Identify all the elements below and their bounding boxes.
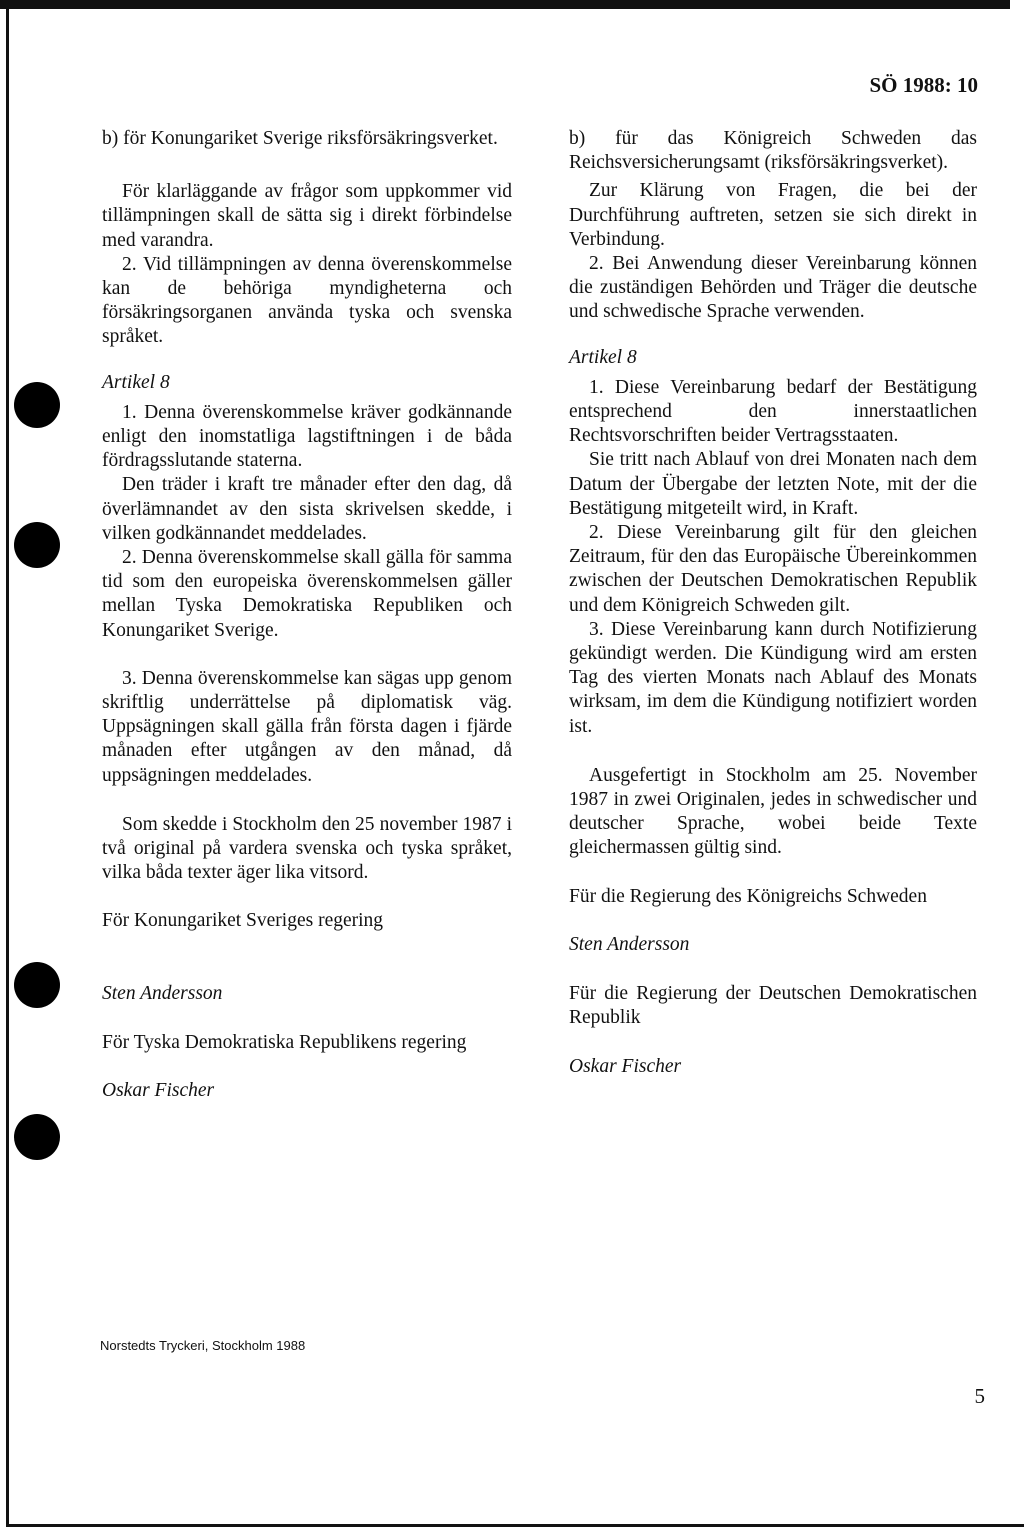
printer-imprint: Norstedts Tryckeri, Stockholm 1988 — [100, 1338, 306, 1353]
article-heading: Artikel 8 — [102, 371, 170, 393]
paragraph-entry-into-force: Den träder i kraft tre månader efter den dag, då överlämnandet av den sista skrivelsen skedde, i vilken godkännandet meddelades. — [102, 474, 512, 544]
signatory-party-2: För Tyska Demokratiska Republikens regering — [102, 1031, 467, 1053]
paragraph-language: 2. Vid tillämpningen av denna överenskommelse kan de behöriga myndigheterna och försäkringsorganen använda tyska och svenska språket. — [102, 253, 512, 348]
paragraph-approval: 1. Diese Vereinbarung bedarf der Bestätigung entsprechend den innerstaatlichen Rechtsvorschriften beider Vertragsstaaten. — [569, 376, 977, 447]
paragraph-duration: 2. Diese Vereinbarung gilt für den gleichen Zeitraum, für den das Europäische Übereinkommen zwischen der Deutschen Demokratischen Republik und dem Königreich Schweden gilt. — [569, 522, 977, 616]
paragraph-done-at: Som skedde i Stockholm den 25 november 1987 i två original på vardera svenska och tyska språket, vilka båda texter äger lika vitsord. — [102, 813, 512, 884]
page-number: 5 — [974, 1384, 985, 1408]
swedish-column — [102, 127, 512, 1103]
scan-border-bottom — [6, 1524, 1024, 1527]
paragraph-approval: 1. Denna överenskommelse kräver godkännande enligt den inomstatliga lagstiftningen i de båda fördragsslutande staterna. — [102, 401, 512, 472]
signature-2: Oskar Fischer — [102, 1080, 215, 1102]
paragraph-entry-into-force: Sie tritt nach Ablauf von drei Monaten nach dem Datum der Übergabe der letzten Note, mit der die Bestätigung mitgeteilt wird, in Kraft. — [569, 449, 977, 519]
paragraph-termination: 3. Diese Vereinbarung kann durch Notifizierung gekündigt werden. Die Kündigung wird am ersten Tag des vierten Monats nach Ablauf des Monats wirksam, im dem die Kündigung notifiziert worden ist. — [569, 618, 977, 737]
paragraph-b-institution: b) för Konungariket Sverige riksförsäkringsverket. — [102, 128, 498, 149]
punch-hole — [14, 962, 60, 1008]
german-column — [569, 127, 977, 1079]
paragraph-termination: 3. Denna överenskommelse kan sägas upp genom skriftlig underrättelse på diplomatisk väg. Uppsägningen skall gälla från första dagen i fjärde månaden efter utgången av den månad, då uppsägningen meddelades. — [102, 667, 512, 786]
article-heading: Artikel 8 — [569, 346, 637, 368]
signatory-party-2: Für die Regierung der Deutschen Demokratischen Republik — [569, 983, 977, 1029]
signatory-party-1: Für die Regierung des Königreichs Schweden — [569, 885, 927, 907]
signature-1: Sten Andersson — [102, 982, 223, 1004]
punch-hole — [14, 1114, 60, 1160]
paragraph-contact: För klarläggande av frågor som uppkommer vid tillämpningen skall de sätta sig i direkt förbindelse med varandra. — [102, 181, 512, 251]
scan-border-left — [6, 6, 9, 1526]
paragraph-language: 2. Bei Anwendung dieser Vereinbarung können die zuständigen Behörden und Träger die deutsche und schwedische Sprache verwenden. — [569, 253, 977, 323]
punch-hole — [14, 522, 60, 568]
signature-1: Sten Andersson — [569, 933, 690, 955]
signature-2: Oskar Fischer — [569, 1055, 682, 1077]
paragraph-done-at: Ausgefertigt in Stockholm am 25. November 1987 in zwei Originalen, jedes in schwedischer und deutscher Sprache, wobei beide Texte gleichermassen gültig sind. — [569, 764, 977, 859]
paragraph-b-institution: b) für das Königreich Schweden das Reichsversicherungsamt (riksförsäkringsverket). — [569, 128, 977, 174]
signatory-party-1: För Konungariket Sveriges regering — [102, 910, 384, 932]
paragraph-duration: 2. Denna överenskommelse skall gälla för samma tid som den europeiska överenskommelsen gäller mellan Tyska Demokratiska Republiken och Konungariket Sverige. — [102, 547, 512, 641]
scan-border-top — [0, 0, 1010, 9]
document-id: SÖ 1988: 10 — [869, 73, 978, 97]
paragraph-contact: Zur Klärung von Fragen, die bei der Durchführung auftreten, setzen sie sich direkt in Verbindung. — [569, 180, 977, 250]
punch-hole — [14, 382, 60, 428]
